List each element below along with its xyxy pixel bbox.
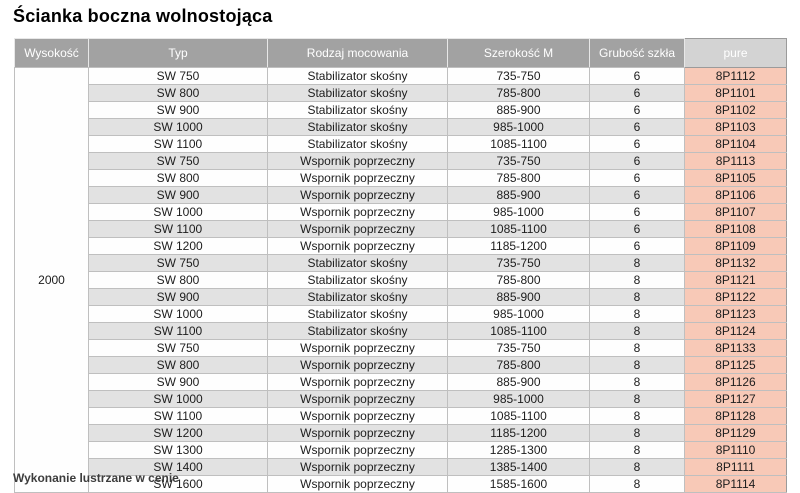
mounting-cell: Stabilizator skośny [268,68,448,85]
code-cell: 8P1127 [685,391,787,408]
mounting-cell: Stabilizator skośny [268,85,448,102]
mounting-cell: Wspornik poprzeczny [268,221,448,238]
thickness-cell: 6 [590,102,685,119]
mounting-cell: Wspornik poprzeczny [268,442,448,459]
table-row [15,306,787,323]
mounting-cell: Stabilizator skośny [268,119,448,136]
type-cell: SW 900 [89,374,268,391]
width-cell: 1585-1600 [448,476,590,493]
code-cell: 8P1128 [685,408,787,425]
thickness-cell: 6 [590,85,685,102]
mounting-cell: Wspornik poprzeczny [268,408,448,425]
mounting-cell: Stabilizator skośny [268,289,448,306]
code-cell: 8P1104 [685,136,787,153]
mounting-cell: Stabilizator skośny [268,102,448,119]
table-row [15,119,787,136]
thickness-cell: 8 [590,459,685,476]
column-header-2: Typ [89,39,268,68]
mounting-cell: Wspornik poprzeczny [268,238,448,255]
width-cell: 885-900 [448,289,590,306]
code-cell: 8P1121 [685,272,787,289]
width-cell: 885-900 [448,102,590,119]
thickness-cell: 6 [590,221,685,238]
width-cell: 1085-1100 [448,221,590,238]
width-cell: 1185-1200 [448,238,590,255]
mounting-cell: Wspornik poprzeczny [268,170,448,187]
type-cell: SW 1200 [89,238,268,255]
code-cell: 8P1109 [685,238,787,255]
width-cell: 1085-1100 [448,408,590,425]
code-cell: 8P1133 [685,340,787,357]
thickness-cell: 8 [590,391,685,408]
type-cell: SW 750 [89,68,268,85]
type-cell: SW 1100 [89,408,268,425]
table-row [15,170,787,187]
code-cell: 8P1124 [685,323,787,340]
type-cell: SW 750 [89,255,268,272]
width-cell: 985-1000 [448,204,590,221]
table-row [15,255,787,272]
thickness-cell: 8 [590,255,685,272]
type-cell: SW 1200 [89,425,268,442]
type-cell: SW 1000 [89,391,268,408]
width-cell: 885-900 [448,374,590,391]
mounting-cell: Wspornik poprzeczny [268,476,448,493]
thickness-cell: 6 [590,204,685,221]
column-header-6: pure [685,39,787,68]
width-cell: 735-750 [448,340,590,357]
table-header [15,39,787,68]
mounting-cell: Wspornik poprzeczny [268,374,448,391]
mounting-cell: Wspornik poprzeczny [268,204,448,221]
width-cell: 785-800 [448,85,590,102]
type-cell: SW 1300 [89,442,268,459]
mounting-cell: Stabilizator skośny [268,272,448,289]
mounting-cell: Wspornik poprzeczny [268,391,448,408]
table-row [15,153,787,170]
width-cell: 1085-1100 [448,136,590,153]
thickness-cell: 8 [590,289,685,306]
type-cell: SW 1100 [89,323,268,340]
type-cell: SW 900 [89,102,268,119]
thickness-cell: 6 [590,68,685,85]
mounting-cell: Wspornik poprzeczny [268,153,448,170]
code-cell: 8P1111 [685,459,787,476]
thickness-cell: 8 [590,442,685,459]
code-cell: 8P1126 [685,374,787,391]
type-cell: SW 800 [89,170,268,187]
column-header-3: Rodzaj mocowania [268,39,448,68]
type-cell: SW 750 [89,340,268,357]
thickness-cell: 6 [590,187,685,204]
table-row [15,391,787,408]
thickness-cell: 8 [590,272,685,289]
type-cell: SW 1000 [89,204,268,221]
table-row [15,85,787,102]
thickness-cell: 8 [590,323,685,340]
code-cell: 8P1103 [685,119,787,136]
thickness-cell: 8 [590,357,685,374]
width-cell: 985-1000 [448,391,590,408]
thickness-cell: 8 [590,425,685,442]
width-cell: 785-800 [448,272,590,289]
table-row [15,221,787,238]
thickness-cell: 8 [590,408,685,425]
mounting-cell: Wspornik poprzeczny [268,459,448,476]
type-cell: SW 1400 [89,459,268,476]
width-cell: 735-750 [448,255,590,272]
table-row [15,323,787,340]
height-cell: 2000 [15,68,89,493]
type-cell: SW 800 [89,272,268,289]
type-cell: SW 1000 [89,306,268,323]
table-row [15,68,787,85]
width-cell: 785-800 [448,357,590,374]
code-cell: 8P1101 [685,85,787,102]
code-cell: 8P1106 [685,187,787,204]
column-header-4: Szerokość M [448,39,590,68]
table-row [15,136,787,153]
code-cell: 8P1132 [685,255,787,272]
thickness-cell: 8 [590,340,685,357]
thickness-cell: 8 [590,476,685,493]
table-row [15,204,787,221]
thickness-cell: 6 [590,238,685,255]
code-cell: 8P1108 [685,221,787,238]
column-header-5: Grubość szkła [590,39,685,68]
mounting-cell: Stabilizator skośny [268,136,448,153]
table-row [15,340,787,357]
type-cell: SW 750 [89,153,268,170]
width-cell: 1085-1100 [448,323,590,340]
code-cell: 8P1122 [685,289,787,306]
code-cell: 8P1123 [685,306,787,323]
mounting-cell: Wspornik poprzeczny [268,187,448,204]
table-row [15,442,787,459]
table-header-row [15,39,787,68]
table-row [15,357,787,374]
width-cell: 885-900 [448,187,590,204]
type-cell: SW 1100 [89,221,268,238]
width-cell: 1385-1400 [448,459,590,476]
code-cell: 8P1114 [685,476,787,493]
width-cell: 1185-1200 [448,425,590,442]
code-cell: 8P1107 [685,204,787,221]
table-body [15,68,787,493]
thickness-cell: 8 [590,374,685,391]
thickness-cell: 6 [590,170,685,187]
type-cell: SW 900 [89,187,268,204]
mounting-cell: Wspornik poprzeczny [268,357,448,374]
thickness-cell: 6 [590,136,685,153]
mounting-cell: Stabilizator skośny [268,306,448,323]
mounting-cell: Stabilizator skośny [268,255,448,272]
table-row [15,272,787,289]
width-cell: 735-750 [448,153,590,170]
column-header-1: Wysokość [15,39,89,68]
table-row [15,408,787,425]
mounting-cell: Wspornik poprzeczny [268,340,448,357]
page-title: Ścianka boczna wolnostojąca [13,6,273,26]
table-row [15,289,787,306]
width-cell: 985-1000 [448,306,590,323]
code-cell: 8P1110 [685,442,787,459]
thickness-cell: 6 [590,153,685,170]
table-row [15,187,787,204]
mounting-cell: Stabilizator skośny [268,323,448,340]
mounting-cell: Wspornik poprzeczny [268,425,448,442]
width-cell: 785-800 [448,170,590,187]
thickness-cell: 6 [590,119,685,136]
width-cell: 735-750 [448,68,590,85]
code-cell: 8P1102 [685,102,787,119]
table-row [15,374,787,391]
code-cell: 8P1112 [685,68,787,85]
code-cell: 8P1113 [685,153,787,170]
type-cell: SW 900 [89,289,268,306]
width-cell: 985-1000 [448,119,590,136]
code-cell: 8P1129 [685,425,787,442]
width-cell: 1285-1300 [448,442,590,459]
code-cell: 8P1105 [685,170,787,187]
code-cell: 8P1125 [685,357,787,374]
footer-note: Wykonanie lustrzane w cenie [13,471,179,485]
type-cell: SW 1000 [89,119,268,136]
type-cell: SW 800 [89,85,268,102]
table-row [15,238,787,255]
table-row [15,425,787,442]
type-cell: SW 1600 [89,476,268,493]
type-cell: SW 1100 [89,136,268,153]
product-table [14,38,787,493]
thickness-cell: 8 [590,306,685,323]
table-row [15,102,787,119]
type-cell: SW 800 [89,357,268,374]
